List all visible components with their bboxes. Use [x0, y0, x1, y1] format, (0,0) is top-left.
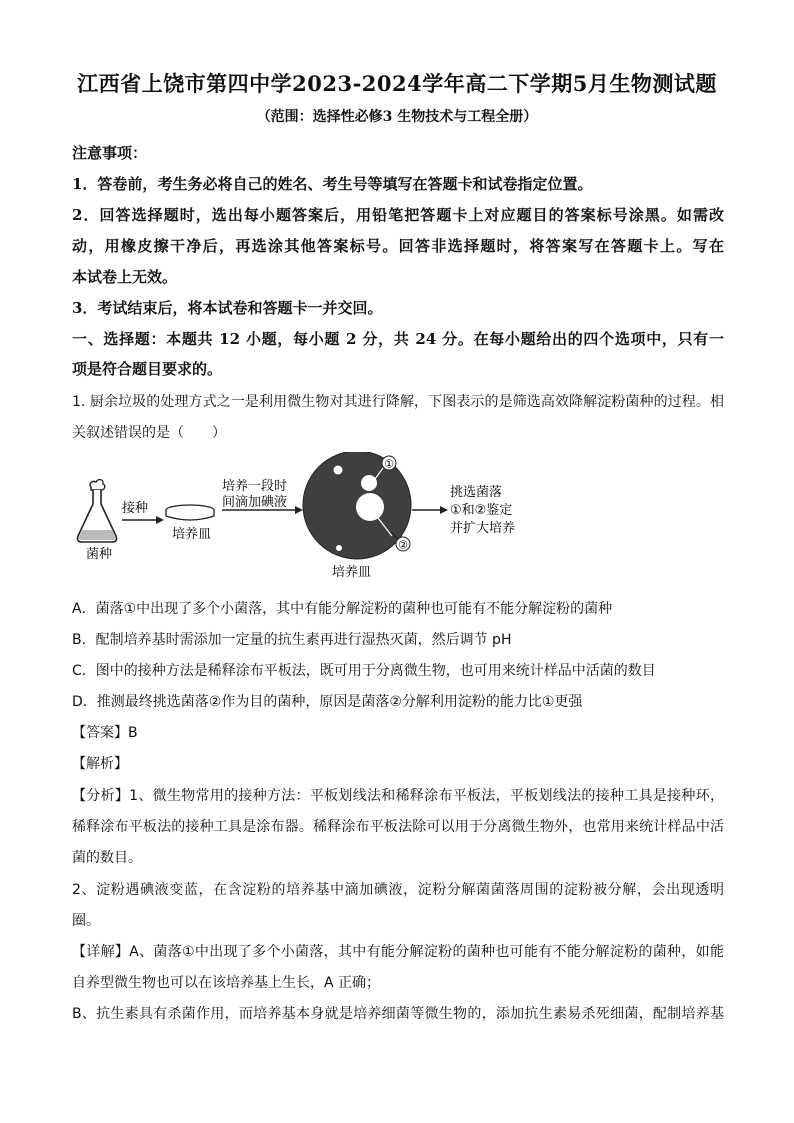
analysis-line: 【详解】A、菌落①中出现了多个小菌落，其中有能分解淀粉的菌种也可能有不能分解淀粉的菌种，如能 — [72, 944, 724, 960]
analysis-line: 稀释涂布平板法的接种工具是涂布器。稀释涂布平板法除可以用于分离微生物外，也常用来统计样品中活 — [72, 819, 724, 835]
analysis-line: B、抗生素具有杀菌作用，而培养基本身就是培养细菌等微生物的，添加抗生素易杀死细菌，配制培养基 — [72, 1006, 724, 1022]
marker-2: ② — [398, 538, 408, 552]
question-figure — [70, 452, 540, 587]
label-culture-2: 间滴加碘液 — [222, 495, 288, 510]
option-b: B．配制培养基时需添加一定量的抗生素再进行湿热灭菌，然后调节 pH — [72, 632, 512, 648]
arrowhead — [156, 516, 164, 524]
marker-1: ① — [384, 457, 394, 471]
flask-icon — [78, 480, 117, 542]
colony-small — [334, 466, 343, 475]
option-d: D．推测最终挑选菌落②作为目的菌种，原因是菌落②分解利用淀粉的能力比①更强 — [72, 694, 583, 710]
arrowhead — [295, 506, 303, 514]
colony-small — [336, 545, 342, 551]
label-dish-big: 培养皿 — [332, 565, 372, 580]
answer: 【答案】B — [72, 725, 138, 741]
small-dish-icon — [166, 505, 214, 520]
analysis-line: 菌的数目。 — [72, 850, 142, 866]
section-heading: 一、选择题：本题共 12 小题，每小题 2 分，共 24 分。在每小题给出的四个选项中，只有一 — [72, 330, 724, 348]
option-c: C．图中的接种方法是稀释涂布平板法，既可用于分离微生物，也可用来统计样品中活菌的数目 — [72, 663, 656, 679]
notice-item: 1．答卷前，考生务必将自己的姓名、考生号等填写在答题卡和试卷指定位置。 — [72, 175, 593, 193]
page-subtitle: （范围：选择性必修3 生物技术与工程全册） — [256, 109, 538, 125]
analysis-heading: 【解析】 — [72, 756, 128, 772]
label-select-1: 挑选菌落 — [450, 485, 503, 500]
label-select-2: ①和②鉴定 — [450, 503, 513, 518]
colony-1 — [361, 475, 377, 491]
analysis-line: 自养型微生物也可以在该培养基上生长，A 正确； — [72, 975, 381, 991]
notice-item: 2．回答选择题时，选出每小题答案后，用铅笔把答题卡上对应题目的答案标号涂黑。如需改 — [72, 206, 724, 224]
label-culture-1: 培养一段时 — [222, 479, 288, 494]
analysis-line: 【分析】1、微生物常用的接种方法：平板划线法和稀释涂布平板法，平板划线法的接种工具是接种环， — [72, 788, 724, 804]
notice-item: 本试卷上无效。 — [72, 268, 178, 286]
analysis-line: 圈。 — [72, 913, 100, 929]
option-a: A．菌落①中出现了多个小菌落，其中有能分解淀粉的菌种也可能有不能分解淀粉的菌种 — [72, 601, 613, 617]
notice-heading: 注意事项： — [72, 144, 148, 162]
section-heading-cont: 项是符合题目要求的。 — [72, 360, 223, 378]
label-select-3: 并扩大培养 — [450, 521, 516, 536]
arrowhead — [440, 506, 448, 514]
label-strain: 菌种 — [86, 547, 113, 562]
notice-item: 动，用橡皮擦干净后，再选涂其他答案标号。回答非选择题时，将答案写在答题卡上。写在 — [72, 237, 724, 255]
label-inoculate: 接种 — [122, 501, 149, 516]
label-dish-small: 培养皿 — [172, 527, 212, 542]
colony-2 — [356, 493, 384, 521]
analysis-line: 2、淀粉遇碘液变蓝，在含淀粉的培养基中滴加碘液，淀粉分解菌菌落周围的淀粉被分解，会出现透明 — [72, 882, 724, 898]
question-stem-cont: 关叙述错误的是（ ） — [72, 425, 226, 441]
question-stem: 1. 厨余垃圾的处理方式之一是利用微生物对其进行降解，下图表示的是筛选高效降解淀粉菌种的过程。相 — [72, 394, 724, 410]
notice-item: 3．考试结束后，将本试卷和答题卡一并交回。 — [72, 299, 383, 317]
page-title: 江西省上饶市第四中学2023-2024学年高二下学期5月生物测试题 — [77, 71, 717, 96]
